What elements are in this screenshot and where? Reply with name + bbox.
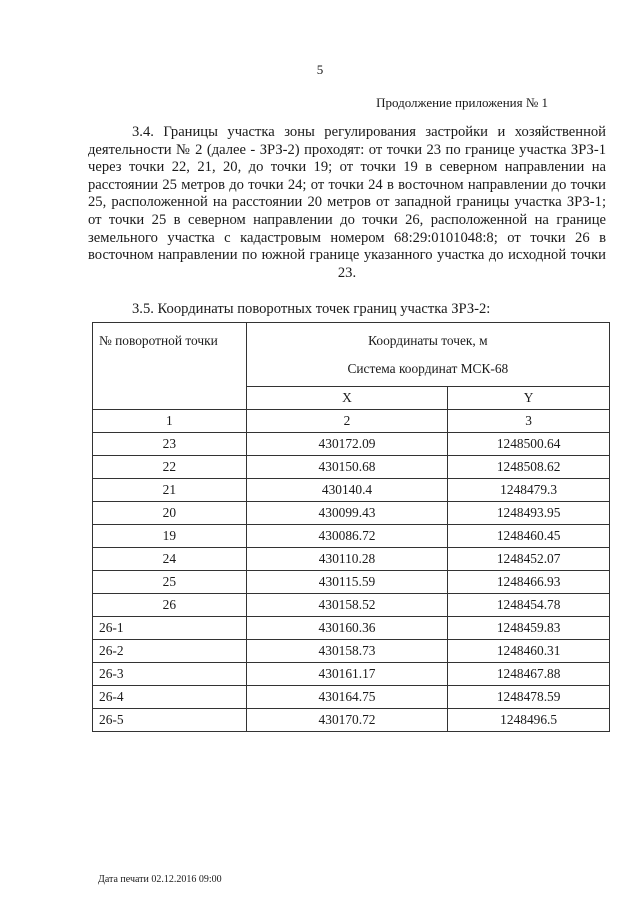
- table-row: [93, 594, 610, 617]
- header-x: X: [246, 387, 448, 410]
- y-coordinate-cell: 1248496.5: [448, 709, 610, 732]
- y-coordinate-cell: 1248508.62: [448, 456, 610, 479]
- y-coordinate-cell: 1248466.93: [448, 571, 610, 594]
- header-coordinates-label: Координаты точек, м: [368, 333, 488, 348]
- x-coordinate-cell: 430160.36: [246, 617, 448, 640]
- table-row: [93, 617, 610, 640]
- header-coordinates: [246, 323, 609, 387]
- paragraph-3-5: 3.5. Координаты поворотных точек границ участка ЗРЗ-2:: [132, 301, 491, 317]
- table-row: [93, 686, 610, 709]
- table-row: [93, 456, 610, 479]
- table-numbering-row: [93, 410, 610, 433]
- appendix-note: Продолжение приложения № 1: [376, 95, 548, 110]
- table-row: [93, 502, 610, 525]
- x-coordinate-cell: 430164.75: [246, 686, 448, 709]
- y-coordinate-cell: 1248493.95: [448, 502, 610, 525]
- x-coordinate-cell: 430110.28: [246, 548, 448, 571]
- y-coordinate-cell: 1248460.31: [448, 640, 610, 663]
- point-number-cell: 25: [93, 571, 247, 594]
- table-row: [93, 525, 610, 548]
- table-row: [93, 433, 610, 456]
- table-row: [93, 663, 610, 686]
- y-coordinate-cell: 1248459.83: [448, 617, 610, 640]
- header-point-number: № поворотной точки: [93, 323, 247, 410]
- table-header-row: [93, 323, 610, 387]
- body-text: [88, 124, 606, 282]
- x-coordinate-cell: 430158.73: [246, 640, 448, 663]
- y-coordinate-cell: 1248500.64: [448, 433, 610, 456]
- x-coordinate-cell: 430170.72: [246, 709, 448, 732]
- x-coordinate-cell: 430172.09: [246, 433, 448, 456]
- x-coordinate-cell: 430161.17: [246, 663, 448, 686]
- point-number-cell: 23: [93, 433, 247, 456]
- paragraph-3-4: 3.4. Границы участка зоны регулирования застройки и хозяйственной деятельности № 2 (далее - ЗРЗ-2) проходят: от точки 23 по границе участка ЗРЗ-1 через точки 22, 21, 20, до точки 19; от точки 19 в северном направлении на расстоянии 25 метров до точки 24; от точки 24 в восточном направлении до точки 25, расположенной на расстоянии 20 метров от западной границы участка ЗРЗ-1; от точки 25 в северном направлении до точки 26, расположенной на границе земельного участка с кадастровым номером 68:29:0101048:8; от точки 26 в восточном направлении по южной границе указанного участка до исходной точки 23.: [88, 124, 606, 281]
- x-coordinate-cell: 430115.59: [246, 571, 448, 594]
- coordinates-rows: [93, 433, 610, 732]
- column-number-2: 2: [246, 410, 448, 433]
- table-row: [93, 479, 610, 502]
- point-number-cell: 20: [93, 502, 247, 525]
- point-number-cell: 19: [93, 525, 247, 548]
- coordinates-table: [92, 322, 610, 732]
- column-number-1: 1: [93, 410, 247, 433]
- x-coordinate-cell: 430099.43: [246, 502, 448, 525]
- header-coordinate-system: Система координат МСК-68: [347, 361, 509, 376]
- point-number-cell: 26-2: [93, 640, 247, 663]
- header-y: Y: [448, 387, 610, 410]
- x-coordinate-cell: 430140.4: [246, 479, 448, 502]
- point-number-cell: 21: [93, 479, 247, 502]
- table-row: [93, 571, 610, 594]
- column-number-3: 3: [448, 410, 610, 433]
- page-number: 5: [316, 62, 324, 77]
- print-date: Дата печати 02.12.2016 09:00: [98, 874, 222, 885]
- x-coordinate-cell: 430086.72: [246, 525, 448, 548]
- table-row: [93, 709, 610, 732]
- y-coordinate-cell: 1248467.88: [448, 663, 610, 686]
- point-number-cell: 26-3: [93, 663, 247, 686]
- point-number-cell: 26-4: [93, 686, 247, 709]
- point-number-cell: 26: [93, 594, 247, 617]
- table-row: [93, 640, 610, 663]
- y-coordinate-cell: 1248478.59: [448, 686, 610, 709]
- x-coordinate-cell: 430150.68: [246, 456, 448, 479]
- y-coordinate-cell: 1248454.78: [448, 594, 610, 617]
- y-coordinate-cell: 1248479.3: [448, 479, 610, 502]
- y-coordinate-cell: 1248452.07: [448, 548, 610, 571]
- point-number-cell: 26-5: [93, 709, 247, 732]
- point-number-cell: 24: [93, 548, 247, 571]
- x-coordinate-cell: 430158.52: [246, 594, 448, 617]
- point-number-cell: 26-1: [93, 617, 247, 640]
- y-coordinate-cell: 1248460.45: [448, 525, 610, 548]
- table-row: [93, 548, 610, 571]
- point-number-cell: 22: [93, 456, 247, 479]
